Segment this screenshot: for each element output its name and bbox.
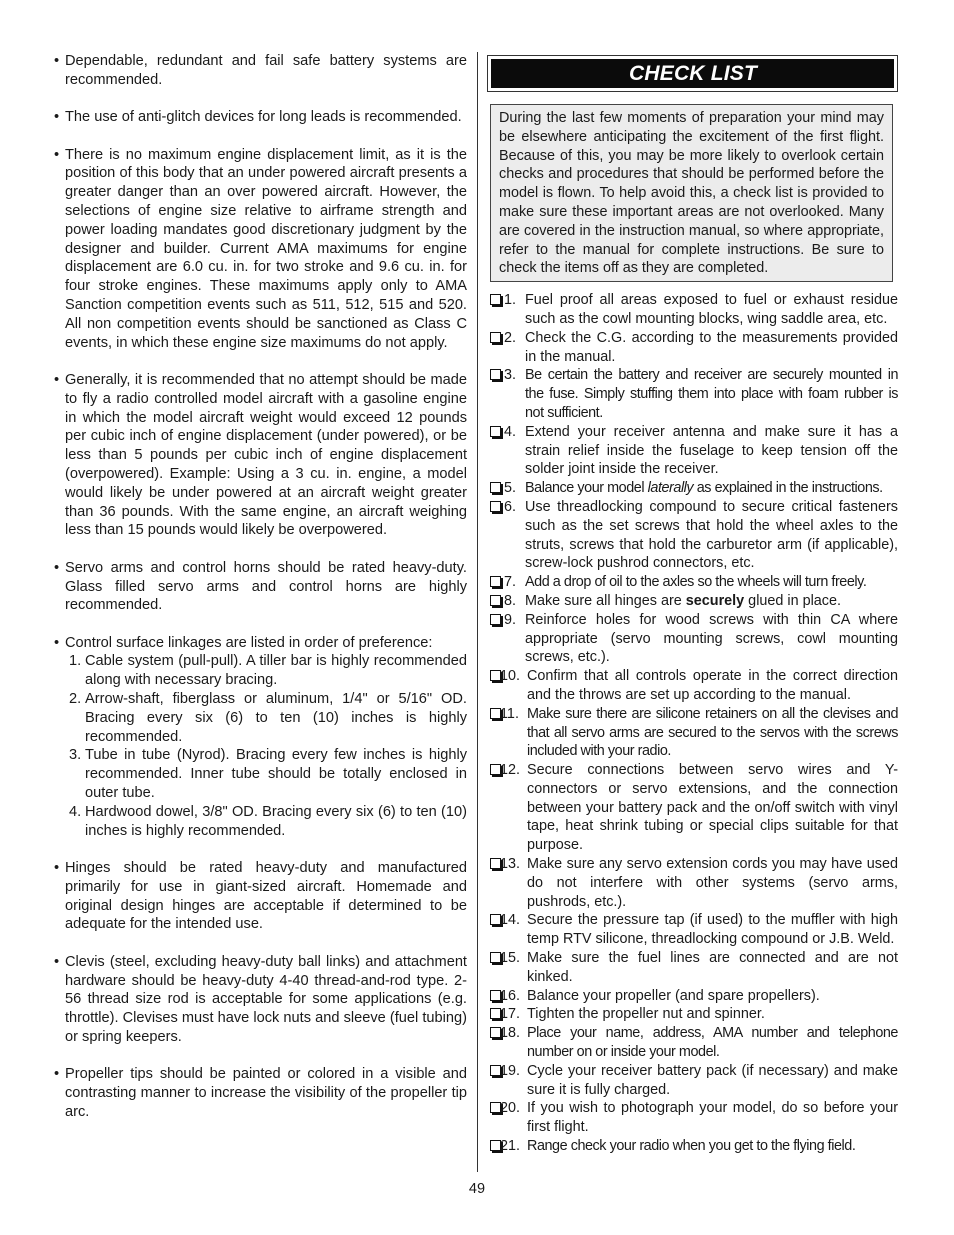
linkage-text: Cable system (pull-pull). A tiller bar is highly recommended along with necessary bracing. [85, 653, 467, 689]
check-item-text: Extend your receiver antenna and make sure it has a strain relief inside the fuselage to keep tension off the solder joint inside the receiver. [525, 423, 898, 478]
checkbox-icon[interactable] [490, 576, 501, 587]
check-item-text: Make sure the fuel lines are connected and are not kinked. [527, 950, 898, 985]
check-item-number: 14. [500, 912, 521, 929]
bullet-dot: • [54, 371, 60, 388]
check-item-1 [487, 291, 898, 329]
check-item-emphasis: laterally [647, 480, 694, 497]
check-item-11 [487, 705, 898, 761]
check-item-7 [487, 573, 898, 592]
check-item-number: 1. [504, 292, 517, 309]
check-item-emphasis: securely [685, 592, 745, 609]
bullet-text: The use of anti-glitch devices for long leads is recommended. [65, 109, 462, 126]
bullet-engine-displacement [54, 146, 467, 353]
check-item-6 [487, 498, 898, 573]
check-item-3 [487, 366, 898, 422]
check-item-text: Secure the pressure tap (if used) to the muffler with high temp RTV silicone, threadlocking compound or J.B. Weld. [527, 912, 898, 948]
bullet-hinges [54, 859, 467, 934]
check-item-20 [487, 1099, 898, 1137]
check-item-number: 4. [504, 423, 517, 440]
checkbox-icon[interactable] [490, 482, 501, 493]
check-item-number: 3. [504, 367, 517, 384]
check-item-text: Add a drop of oil to the axles so the wheels will turn freely. [525, 574, 867, 591]
linkage-text: Arrow-shaft, fiberglass or aluminum, 1/4" or 5/16" OD. Bracing every six (6) to ten (10) inches is highly recommended. [85, 691, 467, 745]
check-item-text: Make sure any servo extension cords you may have used do not interfere with other systems (servo arms, pushrods, etc.). [527, 856, 898, 910]
check-item-number: 9. [504, 611, 517, 628]
linkage-number: 3. [69, 747, 82, 764]
bullet-battery-systems [54, 52, 467, 90]
linkage-item [65, 652, 467, 690]
check-item-15 [487, 949, 898, 987]
bullet-dot: • [54, 634, 60, 651]
bullet-text: Propeller tips should be painted or colored in a visible and contrasting manner to increase the visibility of the propeller tip arc. [65, 1066, 467, 1120]
check-item-4 [487, 423, 898, 479]
linkage-item [65, 803, 467, 841]
check-item-number: 20. [500, 1100, 521, 1117]
linkage-number: 1. [69, 653, 82, 670]
check-item-13 [487, 855, 898, 911]
check-item-text-part: Balance your model [525, 480, 648, 497]
check-item-text: Fuel proof all areas exposed to fuel or exhaust residue such as the cowl mounting blocks, wing saddle area, etc. [525, 292, 898, 327]
bullet-text: Hinges should be rated heavy-duty and manufactured primarily for use in giant-sized aircraft. Homemade and original design hinges are acceptable if determined to be adequate for the intended use. [65, 860, 467, 933]
bullet-propeller-tips [54, 1065, 467, 1121]
check-item-8 [487, 592, 898, 611]
bullet-text: Control surface linkages are listed in order of preference: [65, 634, 433, 651]
bullet-aircraft-weight [54, 371, 467, 540]
linkage-number: 2. [69, 691, 82, 708]
bullet-text: There is no maximum engine displacement limit, as it is the position of this body that an under powered aircraft presents a greater danger than an over powered aircraft. However, the selections of engine size relative to airframe strength and power loading mandates good discretionary judgment by the designer and builder. Current AMA maximums for engine displacement are 6.0 cu. in. for two stroke and 9.6 cu. in. for four stroke engines. These maximums apply only to AMA Sanction competition events such as 511, 512, 515 and 520. All non competition events should be sanctioned as Class C events, in which these engine size maximums do not apply. [65, 146, 467, 351]
bullet-dot: • [54, 860, 60, 877]
check-item-text: Use threadlocking compound to secure critical fasteners such as the set screws that hold the wheel axles to the struts, screws that hold the carburetor arm (if applicable), screw-lock pushrod connectors, etc. [525, 498, 898, 572]
check-item-text [525, 480, 883, 496]
check-item-text-part: Make sure all hinges are [525, 592, 686, 609]
check-item-text: Be certain the battery and receiver are securely mounted in the fuse. Simply stuffing them into place with foam rubber is not sufficient. [525, 367, 898, 421]
check-item-number: 8. [504, 592, 517, 609]
checkbox-icon[interactable] [490, 369, 501, 380]
checkbox-icon[interactable] [490, 501, 501, 512]
check-item-number: 15. [500, 950, 521, 967]
check-list-header-bar [491, 59, 894, 88]
bullet-dot: • [54, 559, 60, 576]
linkage-item [65, 690, 467, 746]
check-item-number: 12. [500, 762, 521, 779]
check-item-12 [487, 761, 898, 855]
check-item-18 [487, 1024, 898, 1062]
left-column [54, 52, 467, 1140]
check-item-number: 19. [500, 1062, 521, 1079]
check-item-text-part: as explained in the instructions. [693, 480, 883, 497]
check-item-number: 18. [500, 1025, 521, 1042]
check-item-number: 16. [500, 987, 521, 1004]
checkbox-icon[interactable] [490, 595, 501, 606]
bullet-text: Generally, it is recommended that no attempt should be made to fly a radio controlled model aircraft with a gasoline engine in which the model aircraft weight would exceed 12 pounds per cubic inch of engine displacement (under powered), or be less than 5 pounds per cubic inch of engine displacement (overpowered). Example: Using a 3 cu. in. engine, a model would likely be under powered at an aircraft weight greater than 36 pounds. With the same engine, an aircraft weighing less than 15 pounds would likely be overpowered. [65, 371, 467, 539]
check-item-number: 10. [500, 668, 521, 685]
check-item-text: Make sure there are silicone retainers on all the clevises and that all servo arms are secured to the servos with the screws included with your radio. [527, 705, 898, 760]
checkbox-icon[interactable] [490, 294, 501, 305]
check-item-number: 2. [504, 329, 517, 346]
check-item-2 [487, 329, 898, 367]
bullet-linkages [54, 634, 467, 841]
checkbox-icon[interactable] [490, 614, 501, 625]
check-item-5 [487, 479, 898, 498]
check-item-text: Place your name, address, AMA number and telephone number on or inside your model. [527, 1025, 898, 1061]
check-item-number: 11. [500, 705, 519, 722]
check-item-text: Secure connections between servo wires and Y-connectors or servo extensions, and the connection between your battery pack and the on/off switch with vinyl tape, heat shrink tubing or special clips suitable for that purpose. [527, 762, 898, 854]
check-item-text: Range check your radio when you get to the flying field. [527, 1138, 856, 1155]
check-list-intro: During the last few moments of preparation your mind may be elsewhere anticipating the excitement of the first flight. Because of this, you may be more likely to overlook certain checks and procedures that should be performed before the model is flown. To help avoid this, a check list is provided to make sure these important areas are not overlooked. Many are covered in the instruction manual, so where appropriate, refer to the manual for complete instructions. Be sure to check the items off as they are completed. [490, 104, 893, 282]
bullet-text: Clevis (steel, excluding heavy-duty ball links) and attachment hardware should be heavy-duty 4-40 thread-and-rod type. 2-56 thread size rod is acceptable for some applications (e.g. throttle). Clevises must have lock nuts and sleeve (fuel tubing) or spring keepers. [65, 953, 467, 1046]
check-item-text: If you wish to photograph your model, do so before your first flight. [527, 1100, 898, 1136]
check-item-text: Cycle your receiver battery pack (if necessary) and make sure it is fully charged. [527, 1062, 898, 1098]
check-list-header [487, 55, 898, 92]
check-item-text: Reinforce holes for wood screws with thin CA where appropriate (servo mounting screws, cowl mounting screws, etc.). [525, 611, 898, 666]
check-item-text: Confirm that all controls operate in the correct direction and the throws are set up according to the manual. [527, 668, 898, 703]
right-column [487, 55, 898, 1156]
checkbox-icon[interactable] [490, 332, 501, 343]
check-item-text-part: glued in place. [744, 592, 841, 609]
check-item-number: 21. [500, 1138, 521, 1155]
check-item-19 [487, 1062, 898, 1100]
bullet-anti-glitch [54, 108, 467, 127]
check-item-number: 7. [504, 574, 517, 591]
bullet-dot: • [54, 53, 60, 69]
linkage-text: Tube in tube (Nyrod). Bracing every few inches is highly recommended. Inner tube should be totally enclosed in outer tube. [85, 747, 467, 802]
page-number: 49 [468, 1181, 486, 1197]
check-item-number: 13. [500, 856, 521, 873]
check-item-number: 5. [504, 480, 517, 497]
check-item-14 [487, 911, 898, 949]
bullet-text: Dependable, redundant and fail safe battery systems are recommended. [65, 53, 467, 88]
check-item-17 [487, 1005, 898, 1024]
linkage-item [65, 746, 467, 802]
check-item-text: Check the C.G. according to the measurements provided in the manual. [525, 329, 898, 365]
check-item-text: Tighten the propeller nut and spinner. [527, 1006, 765, 1023]
linkage-number: 4. [69, 803, 82, 820]
linkage-list [65, 652, 467, 840]
bullet-dot: • [54, 109, 60, 126]
check-item-10 [487, 667, 898, 705]
check-item-text [525, 593, 841, 609]
bullet-servo-arms [54, 559, 467, 615]
bullet-dot: • [54, 953, 60, 970]
check-list-title: CHECK LIST [629, 61, 757, 85]
check-item-number: 17. [500, 1006, 521, 1023]
bullet-text: Servo arms and control horns should be rated heavy-duty. Glass filled servo arms and control horns are highly recommended. [65, 559, 467, 614]
bullet-dot: • [54, 1066, 60, 1083]
check-item-text: Balance your propeller (and spare propellers). [527, 987, 820, 1004]
check-item-number: 6. [504, 498, 517, 515]
check-list-items [487, 291, 898, 1156]
bullet-clevis [54, 953, 467, 1047]
bullet-dot: • [54, 146, 60, 163]
linkage-text: Hardwood dowel, 3/8" OD. Bracing every six (6) to ten (10) inches is highly recommended. [85, 803, 467, 839]
check-item-9 [487, 611, 898, 667]
column-divider [477, 52, 478, 1172]
check-item-21 [487, 1137, 898, 1156]
check-item-16 [487, 987, 898, 1006]
checkbox-icon[interactable] [490, 426, 501, 437]
